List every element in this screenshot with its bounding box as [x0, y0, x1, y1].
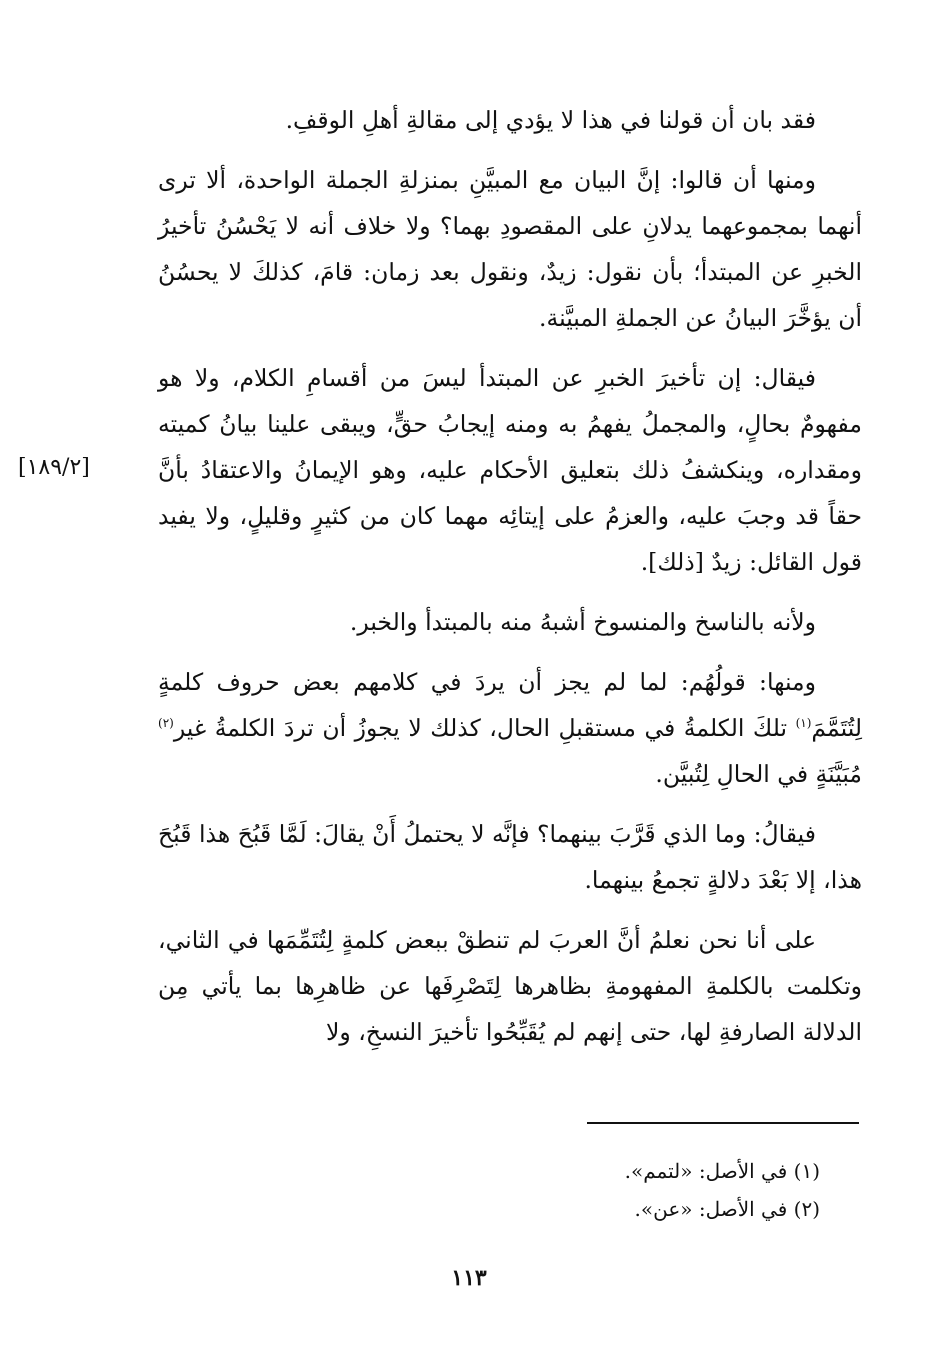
footnote-2: (٢) في الأصل: «عن».	[634, 1197, 820, 1221]
paragraph-2: ومنها أن قالوا: إنَّ البيان مع المبيَّنِ بمنزلةِ الجملة الواحدة، ألا ترى أنهما بمجموعهما يدلانِ على المقصودِ بهما؟ ولا خلاف أنه لا يَحْسُنُ تأخيرُ الخبرِ عن المبتدأ؛ بأن نقول: زيدٌ، ونقول بعد زمان: قامَ، كذلكَ لا يحسُنُ أن يؤخَّرَ البيانُ عن الجملةِ المبيَّنة.	[158, 166, 862, 332]
paragraph-5-part-2: تلكَ الكلمةُ في مستقبلِ الحال، كذلك لا يجوزُ أن تردَ الكلمةُ غير	[173, 714, 796, 742]
paragraph-1: فقد بان أن قولنا في هذا لا يؤدي إلى مقالةِ أهلِ الوقفِ.	[285, 106, 816, 134]
paragraph-3: فيقال: إن تأخيرَ الخبرِ عن المبتدأ ليسَ من أقسامِ الكلام، ولا هو مفهومٌ بحالٍ، والمجملُ يفهمُ به ومنه إيجابُ حقٍّ، ويبقى علينا بيانُ كميته ومقداره، وينكشفُ ذلك بتعليق الأحكام عليه، وهو الإيمانُ والاعتقادُ بأنَّ حقاً قد وجبَ عليه، والعزمُ على إيتائِه مهما كان من كثيرٍ وقليلٍ، ولا يفيد قول القائل: زيدٌ [ذلك].	[158, 364, 862, 576]
footnotes	[300, 1152, 820, 1228]
paragraph-6: فيقالُ: وما الذي قَرَّبَ بينهما؟ فإنَّه لا يحتملُ أَنْ يقالَ: لَمَّا قَبُحَ هذا قَبُحَ هذا، إلا بَعْدَ دلالةٍ تجمعُ بينهما.	[158, 820, 862, 894]
main-text	[158, 97, 862, 1069]
footnote-marker-1: (١)	[795, 716, 812, 731]
paragraph-5-part-1: ومنها: قولُهُم: لما لم يجز أن يردَ في كلامهم بعض حروف كلمةٍ لِتُتَمَّمَ	[158, 668, 862, 742]
margin-reference: [١٨٩/٢]	[18, 455, 90, 480]
paragraph-5-part-3: مُبَيَّنَةٍ في الحالِ لِتُبيَّن.	[655, 760, 862, 788]
paragraph-5	[158, 659, 862, 797]
footnote-1: (١) في الأصل: «لتمم».	[624, 1159, 820, 1183]
footnote-divider	[587, 1122, 859, 1124]
paragraph-7: على أنا نحن نعلمُ أنَّ العربَ لم تنطقْ ببعض كلمةٍ لِتُتَمِّمَها في الثاني، وتكلمت بالكلمةِ المفهومةِ بظاهرها لِتَصْرِفَها عن ظاهرِها بما يأتي مِن الدلالة الصارفةِ لها، حتى إنهم لم يُقَبِّحُوا تأخيرَ النسخِ، ولا	[158, 926, 862, 1046]
page-number: ١١٣	[451, 1265, 487, 1291]
paragraph-4: ولأنه بالناسخ والمنسوخ أشبهُ منه بالمبتدأ والخبر.	[349, 608, 816, 636]
footnote-marker-2: (٢)	[158, 716, 174, 731]
